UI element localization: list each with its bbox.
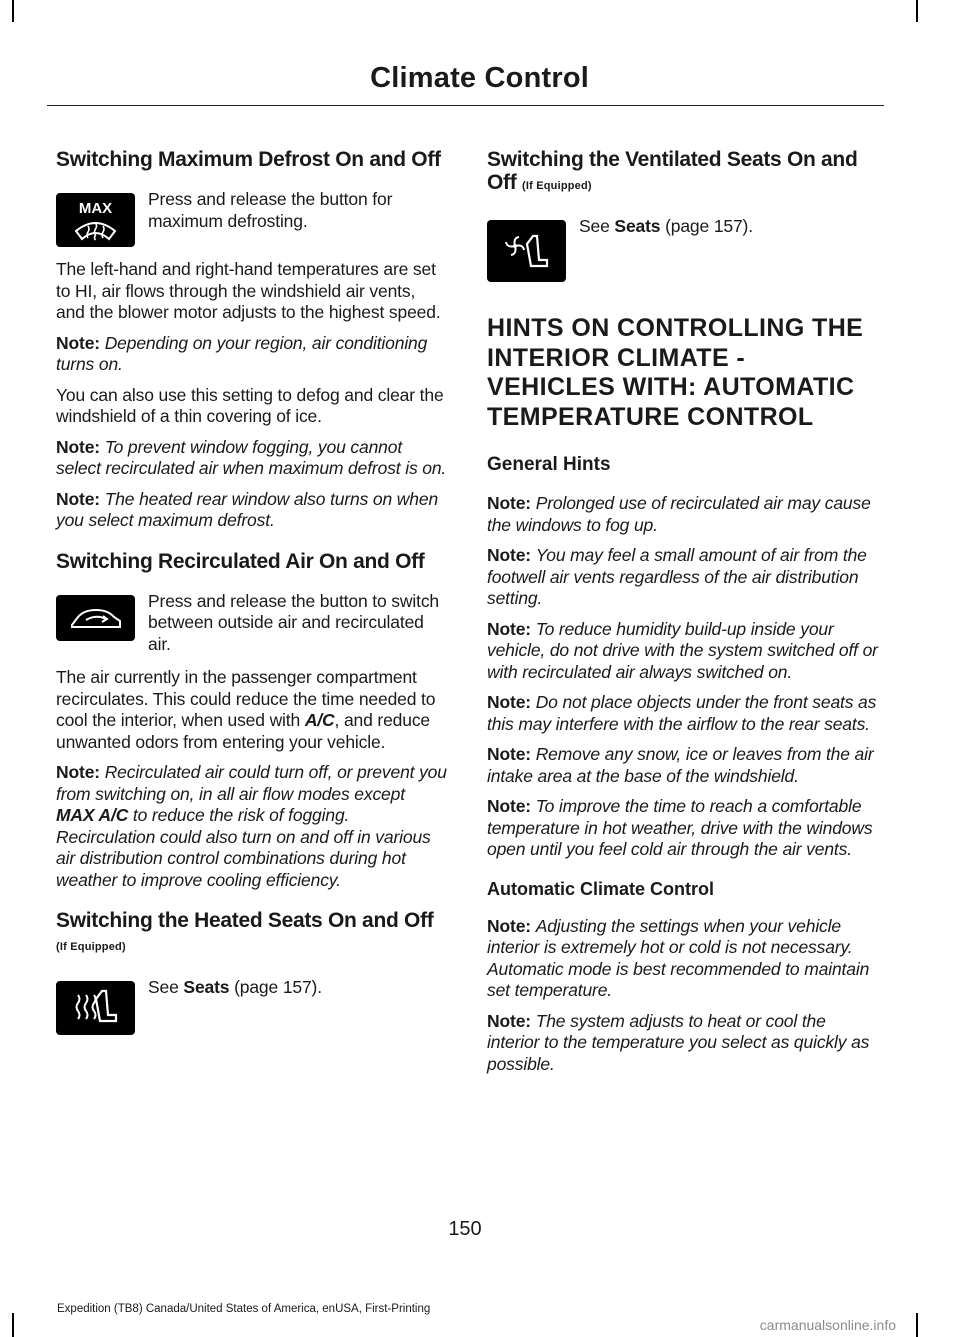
ventilated-seat-icon xyxy=(487,220,566,282)
hints-heading-line: TEMPERATURE CONTROL xyxy=(487,402,814,431)
note-label: Note: xyxy=(487,545,531,565)
crop-mark-bottom-right xyxy=(916,1313,918,1337)
watermark: carmanualsonline.info xyxy=(759,1317,896,1333)
max-defrost-defog: You can also use this setting to defog and clear the windshield of a thin covering of ice. xyxy=(56,384,444,426)
header-divider xyxy=(47,105,884,106)
note-text: Remove any snow, ice or leaves from the air intake area at the base of the windshield. xyxy=(487,744,874,786)
automatic-climate-control-heading: Automatic Climate Control xyxy=(487,878,715,899)
note-auto-2 xyxy=(487,1011,879,1076)
crop-mark-bottom-left xyxy=(12,1313,14,1337)
note-text-a: Recirculated air could turn off, or prevent you from switching on, in all air flow modes except xyxy=(56,762,447,804)
recirculation-icon xyxy=(56,595,135,641)
max-icon-label: MAX xyxy=(78,200,113,217)
heated-seats-title: Switching the Heated Seats On and Off xyxy=(56,909,434,932)
hints-heading-line: INTERIOR CLIMATE - xyxy=(487,343,746,372)
ac-label: A/C xyxy=(304,710,335,730)
recirc-row xyxy=(56,591,448,656)
note-ac xyxy=(56,333,448,376)
seats-link[interactable]: Seats xyxy=(183,977,230,997)
hints-heading-line: VEHICLES WITH: AUTOMATIC xyxy=(487,373,855,401)
note-text: To improve the time to reach a comfortable temperature in hot weather, drive with the windows open until you feel cold air through the air vents. xyxy=(487,796,873,859)
recirc-desc-a: The air currently in the passenger compartment recirculates. This could reduce the time needed to cool the interior, when used with xyxy=(56,667,436,730)
note-label: Note: xyxy=(56,762,100,782)
max-defrost-description: The left-hand and right-hand temperatures are set to HI, air flows through the windshield air vents, and the blower motor adjusts to the highest speed. xyxy=(56,259,441,322)
heated-seats-heading xyxy=(56,909,448,959)
note-text: To reduce humidity build-up inside your vehicle, do not drive with the system switched off or with recirculated air always switched on. xyxy=(487,618,878,682)
note-label: Note: xyxy=(56,488,100,509)
note-text: Do not place objects under the front seats as this may interfere with the airflow to the rear seats. xyxy=(487,692,877,734)
note-label: Note: xyxy=(487,796,531,816)
crop-mark-top-right xyxy=(916,0,918,22)
ventilated-seats-title: Switching the Ventilated Seats On and Off xyxy=(487,148,858,194)
note-label: Note: xyxy=(487,744,531,764)
crop-mark-top-left xyxy=(12,0,14,22)
hints-heading xyxy=(487,314,879,432)
note-general-5 xyxy=(487,744,879,787)
ventilated-seats-heading xyxy=(487,148,879,198)
page-header-title: Climate Control xyxy=(370,62,589,94)
seats-link[interactable]: Seats xyxy=(614,216,661,236)
if-equipped-label: (If Equipped) xyxy=(521,180,592,192)
recirc-description xyxy=(56,667,448,753)
heated-seat-icon xyxy=(56,981,135,1035)
general-hints-heading: General Hints xyxy=(487,454,611,475)
note-recirc xyxy=(56,762,448,891)
if-equipped-label: (If Equipped) xyxy=(56,941,126,953)
note-text: You may feel a small amount of air from the footwell air vents regardless of the air distribution setting. xyxy=(487,545,867,608)
max-ac-label: MAX A/C xyxy=(56,805,129,825)
left-column xyxy=(56,148,448,1047)
note-general-6 xyxy=(487,796,879,861)
note-fogging xyxy=(56,437,448,480)
heated-seats-see xyxy=(148,977,322,999)
note-text-b: to reduce the risk of fogging. Recirculation could also turn on and off in various air distribution control combinations during hot weather to improve cooling efficiency. xyxy=(56,805,431,890)
page-ref: (page 157). xyxy=(234,977,322,997)
hints-heading-line: HINTS ON CONTROLLING THE xyxy=(487,314,864,342)
max-defrost-heading: Switching Maximum Defrost On and Off xyxy=(56,148,441,171)
note-rear-window xyxy=(56,489,448,532)
note-label: Note: xyxy=(487,1010,531,1031)
recirc-heading: Switching Recirculated Air On and Off xyxy=(56,549,425,573)
note-text: The heated rear window also turns on when you select maximum defrost. xyxy=(56,488,439,530)
note-general-2 xyxy=(487,545,879,610)
note-text: To prevent window fogging, you cannot select recirculated air when maximum defrost is on. xyxy=(56,436,447,478)
page-number: 150 xyxy=(448,1218,482,1240)
note-label: Note: xyxy=(487,915,531,936)
note-label: Note: xyxy=(56,332,100,353)
note-general-3 xyxy=(487,619,879,684)
ventilated-seats-row xyxy=(487,216,879,282)
max-defrost-icon xyxy=(56,193,135,247)
see-text: See xyxy=(579,216,610,236)
note-auto-1 xyxy=(487,916,879,1002)
note-general-4 xyxy=(487,692,879,735)
note-text: Prolonged use of recirculated air may cause the windows to fog up. xyxy=(487,493,871,535)
note-text: The system adjusts to heat or cool the interior to the temperature you select as quickly as possible. xyxy=(487,1010,870,1074)
right-column xyxy=(487,148,879,1084)
footer-edition: Expedition (TB8) Canada/United States of America, enUSA, First-Printing xyxy=(57,1303,431,1315)
note-label: Note: xyxy=(487,493,531,513)
see-text: See xyxy=(148,977,179,997)
max-defrost-row xyxy=(56,189,448,247)
heated-seats-row xyxy=(56,977,448,1035)
max-defrost-instruction: Press and release the button for maximum defrosting. xyxy=(148,189,393,231)
ventilated-seats-see xyxy=(579,216,753,238)
note-label: Note: xyxy=(56,436,100,457)
recirc-instruction: Press and release the button to switch between outside air and recirculated air. xyxy=(148,590,439,654)
note-text: Depending on your region, air conditioning turns on. xyxy=(56,332,428,374)
note-text: Adjusting the settings when your vehicle interior is extremely hot or cold is not necessary. Automatic mode is best recommended to maintain set temperature. xyxy=(487,915,870,1000)
note-general-1 xyxy=(487,493,879,536)
page-ref: (page 157). xyxy=(665,216,753,236)
note-label: Note: xyxy=(487,692,531,712)
note-label: Note: xyxy=(487,618,531,639)
recirc-desc-b: , and reduce unwanted odors from entering your vehicle. xyxy=(56,710,431,752)
